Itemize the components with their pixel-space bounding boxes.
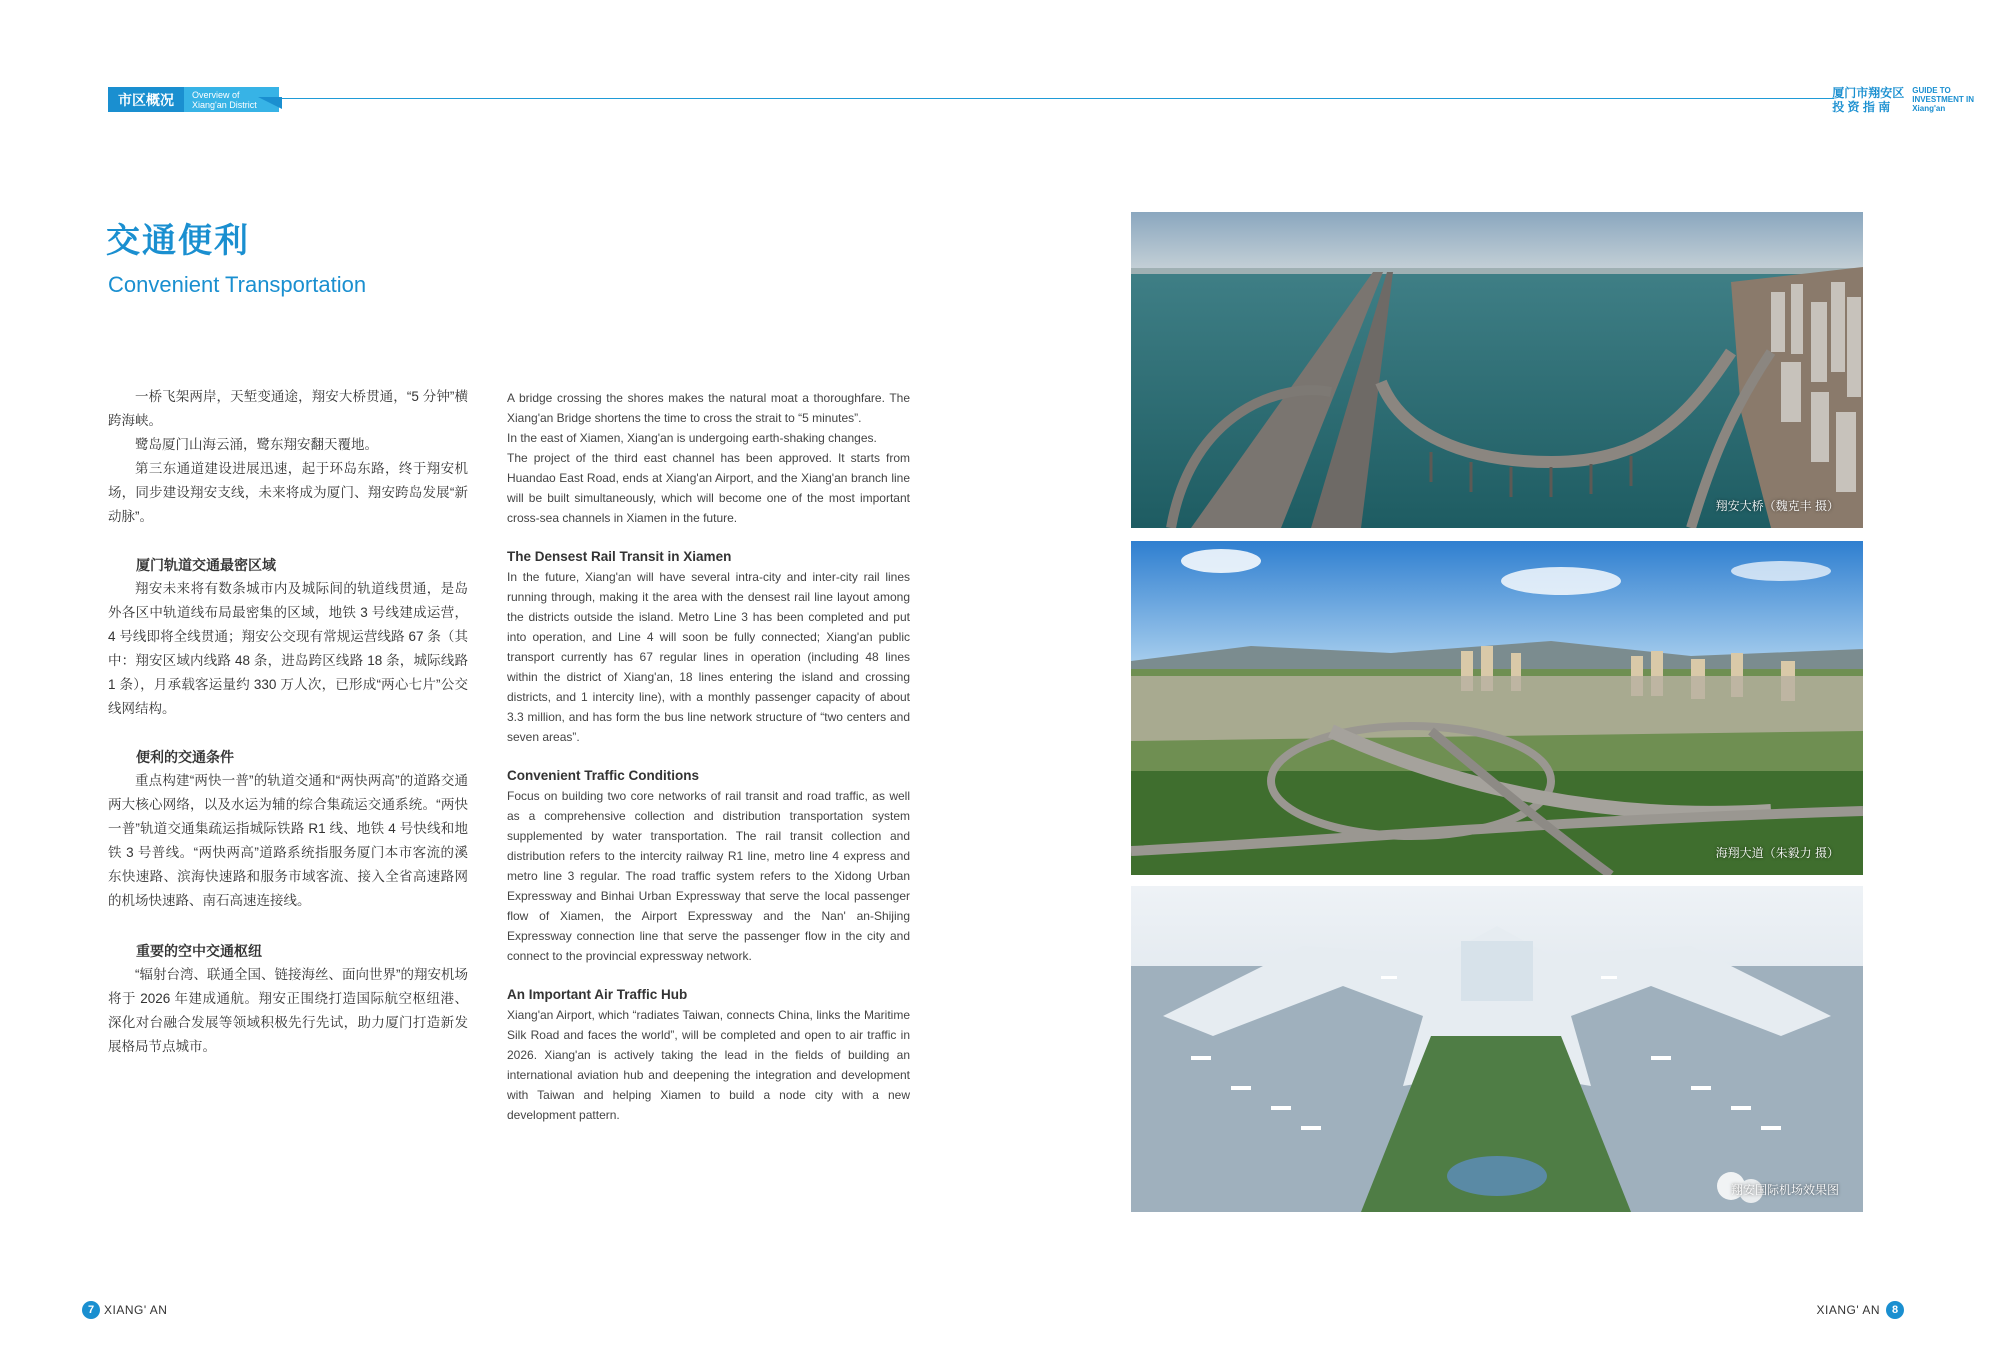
bridge-photo-caption: 翔安大桥（魏克丰 摄） (1715, 499, 1839, 513)
airport-render-caption: 翔安国际机场效果图 (1730, 1183, 1839, 1197)
guide-logo-en-line3: Xiang'an (1912, 104, 1946, 113)
guide-logo-en-line2: INVESTMENT IN (1912, 95, 1974, 104)
header-rule (108, 98, 1834, 99)
airport-render (1131, 886, 1863, 1212)
guide-logo-cn-line2: 投 资 指 南 (1832, 100, 1891, 114)
chinese-text-column (108, 385, 468, 1059)
en-intro-paragraph-3: The project of the third east channel has been approved. It starts from Huandao East Road, ends at Xiang'an Airport, and the Xiang'an branch line will be built simultaneously, which will become one of the most important cross-sea channels in Xiamen in the future. (507, 451, 910, 525)
en-rail-paragraph: In the future, Xiang'an will have several intra-city and inter-city rail lines running through, making it the area with the densest rail line layout among the districts outside the island. Metro Line 3 has been completed and put into operation, and Line 4 will soon be fully connected; Xiang'an public transport currently has 67 regular lines in operation (including 48 lines within the district of Xiang'an, 18 lines entering the island and crossing districts, and 1 intercity line), with a monthly passenger capacity of about 3.3 million, and has form the bus line network structure of “two centers and seven areas”. (507, 570, 910, 744)
guide-logo-cn-line1: 厦门市翔安区 (1832, 86, 1905, 100)
en-air-heading: An Important Air Traffic Hub (507, 987, 688, 1002)
page-title-en: Convenient Transportation (108, 272, 367, 297)
cn-intro-paragraph-3: 第三东通道建设进展迅速，起于环岛东路，终于翔安机场，同步建设翔安支线，未来将成为厦门、翔安跨岛发展“新动脉”。 (108, 461, 468, 524)
footer-brand-right: XIANG' AN (1816, 1303, 1880, 1317)
footer-brand-left: XIANG' AN (104, 1303, 168, 1317)
section-label-cn: 市区概况 (108, 87, 184, 112)
en-traffic-paragraph: Focus on building two core networks of rail transit and road traffic, as well as a comprehensive collection and distribution transportation system supplemented by water transportation. The rail transit collection and distribution refers to the intercity railway R1 line, metro line 4 express and metro line 3 regular. The road traffic system refers to the Xidong Urban Expressway and Binhai Urban Expressway that serve the local passenger flow of Xiamen, the Airport Expressway and the Nan' an-Shijing Expressway connection line that serve the passenger flow in the city and connect to the provincial expressway network. (507, 789, 910, 963)
section-label-en-line1: Overview of (192, 89, 240, 100)
footer-left (82, 1301, 167, 1319)
cn-rail-heading: 厦门轨道交通最密区域 (136, 557, 276, 573)
section-label-en-line2: Xiang'an District (192, 99, 257, 110)
en-traffic-heading: Convenient Traffic Conditions (507, 768, 700, 783)
cn-air-paragraph: “辐射台湾、联通全国、链接海丝、面向世界”的翔安机场将于 2026 年建成通航。翔安正围绕打造国际航空枢纽港、深化对台融合发展等领域积极先行先试，助力厦门打造新发展格局节点城市。 (108, 967, 468, 1054)
page-number-right: 8 (1886, 1301, 1904, 1319)
avenue-photo-caption: 海翔大道（朱毅力 摄） (1715, 846, 1839, 860)
english-text-column (507, 388, 910, 1125)
section-tab-arrow (258, 97, 282, 109)
en-intro-paragraph-2: In the east of Xiamen, Xiang'an is undergoing earth-shaking changes. (507, 431, 877, 445)
bridge-photo (1131, 212, 1863, 528)
section-tab (108, 87, 279, 112)
guide-logo-cn (1832, 86, 1904, 114)
page-title-cn: 交通便利 (106, 222, 250, 260)
cn-traffic-heading: 便利的交通条件 (136, 749, 234, 765)
avenue-photo (1131, 541, 1863, 875)
cn-intro-paragraph-2: 鹭岛厦门山海云涌，鹭东翔安翻天覆地。 (135, 437, 378, 452)
en-intro-paragraph-1: A bridge crossing the shores makes the natural moat a thoroughfare. The Xiang'an Bridge shortens the time to cross the strait to “5 minutes”. (507, 391, 910, 425)
page-number-left: 7 (82, 1301, 100, 1319)
cn-air-heading: 重要的空中交通枢纽 (136, 943, 262, 959)
guide-logo-en-line1: GUIDE TO (1912, 86, 1951, 95)
en-rail-heading: The Densest Rail Transit in Xiamen (507, 549, 732, 564)
cn-intro-paragraph-1: 一桥飞架两岸，天堑变通途，翔安大桥贯通，“5 分钟”横跨海峡。 (108, 389, 468, 428)
guide-logo-en (1912, 86, 1974, 113)
cn-traffic-paragraph: 重点构建“两快一普”的轨道交通和“两快两高”的道路交通两大核心网络，以及水运为辅的综合集疏运交通系统。“两快一普”轨道交通集疏运指城际铁路 R1 线、地铁 4 号快线和地铁 3 号普线。“两快两高”道路系统指服务厦门本市客流的溪东快速路、滨海快速路和服务市域客流、接入全省高速路网的机场快速路、南石高速连接线。 (108, 773, 468, 908)
cn-rail-paragraph: 翔安未来将有数条城市内及城际间的轨道线贯通，是岛外各区中轨道线布局最密集的区域，地铁 3 号线建成运营，4 号线即将全线贯通；翔安公交现有常规运营线路 67 条（其中：翔安区域内线路 48 条，进岛跨区线路 18 条，城际线路 1 条），月承载客运量约 330 万人次，已形成“两心七片”公交线网结构。 (108, 581, 468, 716)
en-air-paragraph: Xiang'an Airport, which “radiates Taiwan, connects China, links the Maritime Silk Road and faces the world”, will be completed and open to air traffic in 2026. Xiang'an is actively taking the lead in the fields of building an international aviation hub and deepening the integration and development with Taiwan and helping Xiamen to build a node city with a new development pattern. (507, 1008, 910, 1122)
footer-right (1817, 1301, 1904, 1319)
guide-logo (1832, 86, 1974, 114)
